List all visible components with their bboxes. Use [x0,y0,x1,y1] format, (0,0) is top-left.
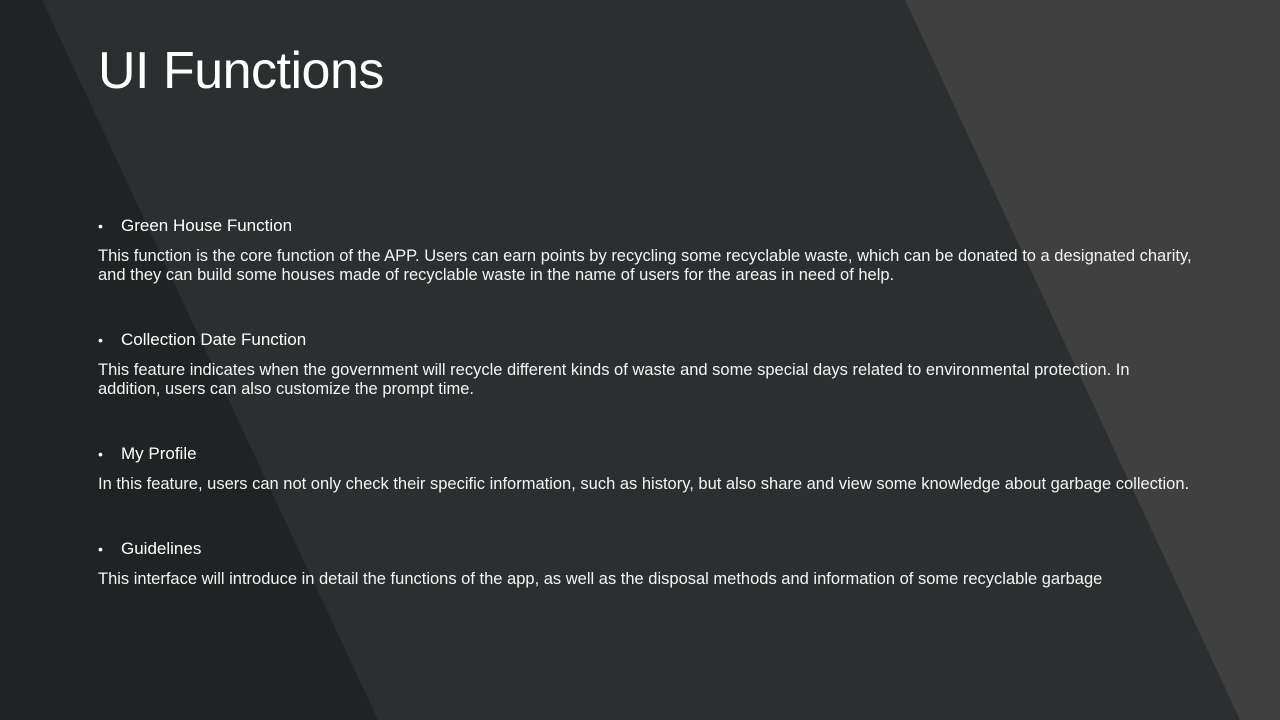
bullet-icon: • [98,541,103,557]
section-description: This function is the core function of the APP. Users can earn points by recycling some recyclable waste, which can be donated to a designated charity, and they can build some houses made of recyclable waste in the name of users for the areas in need of help. [98,247,1192,284]
section-collection-date [98,329,1193,399]
content-area [98,215,1193,625]
section-heading-text: Green House Function [121,216,293,235]
section-description: This feature indicates when the government will recycle different kinds of waste and some special days related to environmental protection. In addition, users can also customize the prompt time. [98,361,1130,398]
section-my-profile [98,443,1193,494]
bullet-icon: • [98,332,103,348]
slide-title: UI Functions [98,42,384,100]
section-green-house [98,215,1193,285]
bullet-icon: • [98,446,103,462]
section-heading [98,538,1193,560]
section-heading [98,443,1193,465]
bullet-icon: • [98,218,103,234]
section-heading-text: Guidelines [121,539,202,558]
section-guidelines [98,538,1193,589]
section-heading [98,215,1193,237]
section-heading-text: Collection Date Function [121,330,307,349]
section-description: In this feature, users can not only check their specific information, such as history, but also share and view some knowledge about garbage collection. [98,475,1190,493]
section-heading-text: My Profile [121,444,197,463]
section-description: This interface will introduce in detail the functions of the app, as well as the disposal methods and information of some recyclable garbage [98,570,1103,588]
section-heading [98,329,1193,351]
